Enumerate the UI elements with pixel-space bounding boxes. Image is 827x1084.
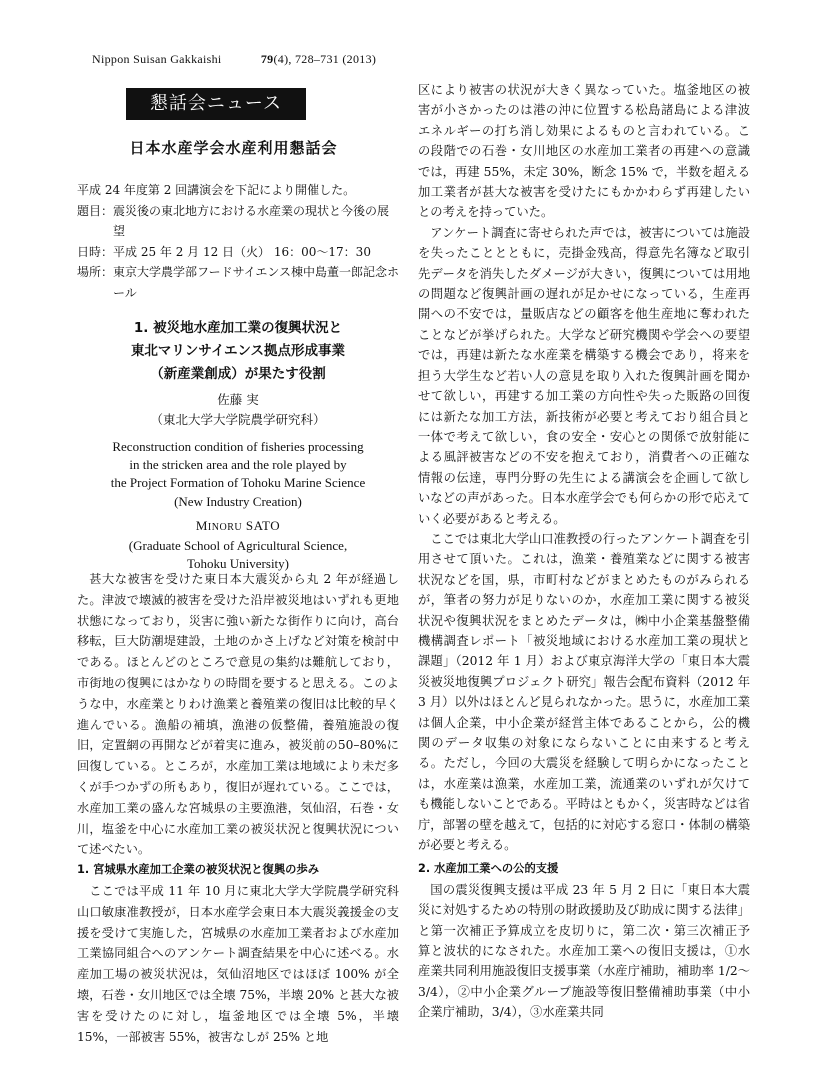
author-jp: 佐藤 実 （東北大学大学院農学研究科） bbox=[77, 390, 399, 430]
paragraph: 区により被害の状況が大きく異なっていた。塩釜地区の被害が小さかったのは港の沖に位置する松島諸島による津波エネルギーの打ち消し効果によるものと言われている。この段階での石巻・女川地区の水産加工業者の再建への意識では，再建 55%，未定 30%，断念 15% で，半数を超える加工業者が甚大な被害を受けたにもかかわらず再建したいとの考えを持っていた。 bbox=[418, 83, 750, 220]
news-label: 懇話会ニュース bbox=[126, 88, 306, 120]
section1-title: 1. 被災地水産加工業の復興状況と 東北マリンサイエンス拠点形成事業 （新産業創成）が果たす役割 bbox=[130, 320, 346, 382]
volume-info: 79(4), 728–731 (2013) bbox=[260, 52, 377, 66]
english-title-block: Reconstruction condition of fisheries processing in the stricken area and the role played by the Project Formation of Tohoku Marine Science (New Industry Creation) MINORU SATO (Graduate School of Agricultural Science, Tohoku University) bbox=[77, 438, 399, 573]
meta-row-topic: 題目： 震災後の東北地方における水産業の現状と今後の展望 bbox=[77, 203, 390, 239]
running-header bbox=[92, 52, 376, 67]
meeting-info bbox=[77, 180, 399, 304]
affiliation-en-1: (Graduate School of Agricultural Science, bbox=[128, 538, 348, 554]
left-column-body bbox=[77, 569, 399, 1047]
meeting-intro: 平成 24 年度第 2 回講演会を下記により開催した。 bbox=[77, 183, 356, 197]
paragraph: 国の震災復興支援は平成 23 年 5 月 2 日に「東日本大震災に対処するための特別の財政援助及び助成に関する法律」と第一次補正予算成立を皮切りに，第二次・第三次補正予算と波状的になされた。水産加工業への復旧支援は，①水産業共同利用施設復旧支援事業（水産庁補助，補助率 1/2～3/4），②中小企業グループ施設等復旧整備補助事業（中小企業庁補助，3/4），③水産業共同 bbox=[418, 882, 751, 1020]
paragraph: ここでは平成 11 年 10 月に東北大学大学院農学研究科山口敏康准教授が，日本水産学会東日本大震災義援金の支援を受けて実施した，宮城県の水産加工業者および水産加工業協同組合へのアンケート調査結果を中心に述べる。水産加工場の被災状況は，気仙沼地区ではほぼ 100% が全壊，石巻・女川地区では全壊 75%，半壊 20% と甚大な被害を受けたのに対し，塩釜地区では全壊 5%，半壊 15%，一部被害 55%，被害なしが 25% と地 bbox=[77, 883, 399, 1044]
society-title: 日本水産学会水産利用懇話会 bbox=[129, 139, 338, 157]
affiliation-en-2: Tohoku University) bbox=[187, 556, 289, 572]
affiliation-jp: （東北大学大学院農学研究科） bbox=[150, 412, 326, 427]
right-column-body bbox=[418, 80, 750, 1023]
paragraph: アンケート調査に寄せられた声では，被害については施設を失ったこととともに，売掛金残高，得意先名簿など取引先データを消失したダメージが大きい，復興については用地の問題など復興計画の遅れが足かせになっている，生産再開への不安では，量販店などの顧客を他生産地に奪われたことなどが挙げられた。大学など研究機関や学会への要望では，再建は新たな水産業を構築する機会であり，将来を担う大学生など若い人の意見を取り入れた復興計画を聞かせて欲しい，再建する加工業の方向性や失った販路の回復には新たな加工方法，新技術が必要と考えており組合員と一体で考えて欲しい，食の安全・安心との関係で放射能による風評被害などの不安を抱えており，消費者への正確な情報の伝達，専門分野の先生による講演会を企画して欲しいなどの声があった。日本水産学会でも何らかの形で応えていく必要があると考える。 bbox=[418, 225, 750, 526]
paragraph: ここでは東北大学山口准教授の行ったアンケート調査を引用させて頂いた。これは，漁業・養殖業などに関する被害状況などを国，県，市町村などがまとめたものがみられるが，筆者の努力が足りないのか，水産加工業に関する被災状況や復興状況をまとめたデータは，㈱中小企業基盤整備機構調査レポート「被災地域における水産加工業の現状と課題」（2012 年 1 月）および東京海洋大学の「東日本大震災被災地復興プロジェクト研究」報告会配布資料（2012 年 3 月）以外はほとんど見られなかった。思うに，水産加工業は個人企業，中小企業が経営主体であることから，公的機関のデータ収集の対象にならないことに由来すると考える。ただし，今回の大震災を経験して明らかになったことは，水産業は漁業，水産加工業，流通業のいずれが欠けても機能しないことである。平時はともかく，災害時などは省庁，部署の壁を越えて，包括的に対応する窓口・体制の構築が必要と考える。 bbox=[418, 531, 750, 853]
journal-name: Nippon Suisan Gakkaishi bbox=[92, 52, 222, 66]
meta-row-date: 日時： 平成 25 年 2 月 12 日（火） 16：00～17：30 bbox=[77, 244, 371, 259]
meta-row-place: 場所： 東京大学農学部フードサイエンス棟中島董一郎記念ホール bbox=[77, 265, 399, 300]
subheading: 1. 宮城県水産加工企業の被災状況と復興の歩み bbox=[77, 863, 320, 877]
subheading: 2. 水産加工業への公的支援 bbox=[418, 862, 559, 876]
paragraph: 甚大な被害を受けた東日本大震災から丸 2 年が経過した。津波で壊滅的被害を受けた沿岸被災地はいずれも更地状態になっており，災害に強い新たな街作りに向け，高台移転，巨大防潮堤建設，土地のかさ上げなど対策を検討中である。ほとんどのところで意見の集約は難航しており，市街地の復興にはかなりの時間を要すると思える。このような中，水産業とりわけ漁業と養殖業の復旧は比較的早く進んでいる。漁船の補填，漁港の仮整備，養殖施設の復旧，定置網の再開などが着実に進み，被災前の50–80%に回復している。ところが，水産加工業は地域により未だ多くが手つかずの所もあり，復旧が遅れている。ここでは，水産加工業の盛んな宮城県の主要漁港，気仙沼，石巻・女川，塩釜を中心に水産加工業の被災状況と復興状況について述べたい。 bbox=[77, 572, 399, 857]
author-en: MINORU SATO bbox=[195, 517, 281, 533]
